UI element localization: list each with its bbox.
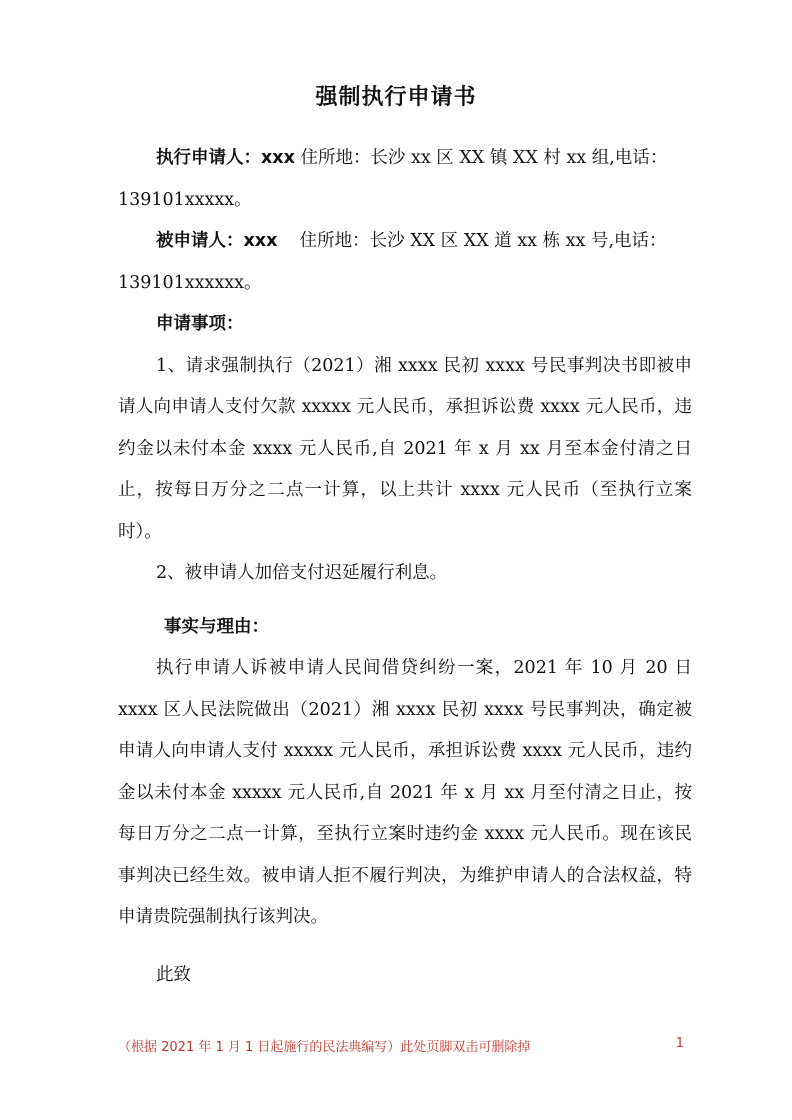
claims-heading: 申请事项： (156, 314, 244, 334)
applicant-details-line2: 139101xxxxx。 (118, 189, 252, 210)
page-footer[interactable] (118, 1036, 684, 1055)
page-number: 1 (675, 1036, 684, 1051)
document-body (118, 138, 692, 996)
document-title: 强制执行申请书 (315, 85, 477, 110)
claim-item-1: 1、请求强制执行（2021）湘 xxxx 民初 xxxx 号民事判决书即被申请人向申请人支付欠款 xxxxx 元人民币，承担诉讼费 xxxx 元人民币，违约金以未付本金 xxxx 元人民币,自 2021 年 x 月 xx 月至本金付清之日止，按每日万分之二点一计算，以上共计 xxxx 元人民币（至执行立案时）。 (118, 355, 692, 542)
applicant-details-line1: 住所地：长沙 xx 区 XX 镇 XX 村 xx 组,电话： (294, 148, 668, 168)
respondent-paragraph (118, 221, 692, 304)
respondent-details-line2: 139101xxxxxx。 (118, 272, 262, 293)
facts-paragraph: 执行申请人诉被申请人民间借贷纠纷一案，2021 年 10 月 20 日 xxxx 区人民法院做出（2021）湘 xxxx 民初 xxxx 号民事判决，确定被申请人向申请人支付 xxxxx 元人民币，承担诉讼费 xxxx 元人民币，违约金以未付本金 xxxxx 元人民币,自 2021 年 x 月 xx 月至付清之日止，按每日万分之二点一计算，至执行立案时违约金 xxxx 元人民币。现在该民事判决已经生效。被申请人拒不履行判决，为维护申请人的合法权益，特申请贵院强制执行该判决。 (118, 658, 692, 927)
closing-text: 此致 (156, 964, 191, 985)
applicant-label: 执行申请人：xxx (156, 148, 295, 168)
respondent-details-line1: 住所地：长沙 XX 区 XX 道 xx 栋 xx 号,电话： (277, 231, 667, 251)
facts-heading: 事实与理由： (164, 616, 269, 637)
claim-item-2: 2、被申请人加倍支付迟延履行利息。 (156, 563, 448, 583)
respondent-label: 被申请人：xxx (156, 231, 278, 251)
applicant-paragraph (118, 138, 692, 221)
footer-note: （根据 2021 年 1 月 1 日起施行的民法典编写）此处页脚双击可删除掉 (118, 1040, 531, 1055)
